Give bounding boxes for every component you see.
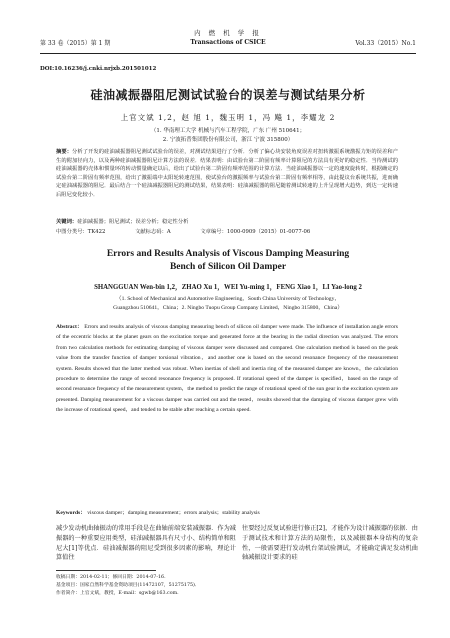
keywords-cn-label: 关键词： [56, 219, 78, 225]
footnote-author: 作者简介：上官文斌，教授，E-mail：sgwb@163.com. [56, 591, 179, 597]
affiliation-en-2: Guangzhou 510641，China；2. Ningbo Tuopu Group Company Limited，Ningbo 315800，China） [113, 305, 343, 311]
header-volume-cn: 第 33 卷（2015）第 1 期 [40, 40, 111, 47]
keywords-cn-text: 硅油减振器；阻尼测试；误差分析；稳定性分析 [77, 219, 189, 225]
footnote-received: 收稿日期：2014-02-11；修回日期：2014-07-16. [56, 575, 166, 580]
classification-cn [56, 227, 398, 235]
abstract-cn-label: 摘要： [56, 149, 73, 155]
affiliation-cn-1: （1. 华南理工大学 机械与汽车工程学院，广东 广州 510641； [150, 128, 306, 134]
clc-number: 中图分类号：TK422 [56, 229, 106, 235]
authors-cn: 上官文斌 1,2，赵 旭 1，魏玉明 1，冯 飚 1，李耀龙 2 [120, 113, 336, 122]
abstract-cn-text: 分析了开发的硅油减振器阻尼测试试验台的误差，对测试结果进行了分析．分析了偏心块安装角度误差对扭转激振系统激振力矩的误差和产生的附加径向力，以及两种硅油减振器阻尼计算方法的误差．结果表明：由试验台第二阶固有频率计算阻尼的方法具有更好的稳定性．当待测试的硅油减振器的壳体和惯量环的转动惯量确定以后，给出了试验台第二阶固有频率范围的计算方法．当硅油减振器以一定的速度旋转时，根据确定的试验台第二阶固有频率范围，给出了激振端中太阳轮转速范围，使试验台的激振频率与试验台第二阶固有频率相等，由此提议台系统共振，进而确定硅油减振器的阻尼．最后结合一个硅油减振器阻尼的测试结果，结果表明：硅油减振器的阻尼随着测试转速的上升呈现增大趋势，到达一定转速后阻尼变化较小． [56, 149, 398, 198]
affiliations-cn [40, 127, 416, 145]
authors-en: SHANGGUAN Wen-bin 1,2，ZHAO Xu 1，WEI Yu-ming 1，FENG Xiao 1，LI Yao-long 2 [94, 284, 362, 291]
article-number: 文章编号：1000-0909（2015）01-0077-06 [200, 229, 311, 235]
document-code: 文献标志码：A [135, 229, 171, 235]
abstract-en [56, 322, 398, 416]
footnote-rule [56, 570, 156, 571]
abstract-cn [56, 148, 398, 200]
keywords-en-text: viscous damper；damping measurement；errors analysis；stability analysis [87, 510, 260, 516]
title-en-line-1: Errors and Results Analysis of Viscous Damping Measuring [106, 249, 350, 259]
affiliations-en [40, 295, 416, 313]
affiliation-en-1: （1. School of Mechanical and Automotive Engineering，South China University of Technology， [116, 296, 340, 302]
footnotes [56, 574, 416, 599]
footnote-fund: 基金项目：国家自然科学基金资助项目(11472107，51275175)． [56, 583, 200, 589]
header-journal-en: Transactions of CSICE [190, 39, 266, 46]
body-column-left: 减少发动机曲轴振动的常用手段是在曲轴前端安装减振器．作为减振器的一种重要应用类型，硅油减振器具有尺寸小、结构简单和阻尼大[1]等优点．硅油减振器的阻尼受到很多因素的影响，理论计算值往 [56, 525, 236, 562]
running-header [40, 26, 416, 52]
affiliation-cn-2: 2. 宁波拓普集团股份有限公司，浙江 宁波 315800） [162, 137, 294, 143]
title-en-line-2: Bench of Silicon Oil Damper [169, 261, 287, 272]
header-journal-cn: 内 燃 机 学 报 [194, 29, 262, 37]
keywords-cn [56, 218, 398, 227]
title-cn: 硅油减振器阻尼测试试验台的误差与测试结果分析 [90, 88, 366, 102]
abstract-en-label: Abstract： [56, 324, 83, 330]
body-column-right: 往要经过反复试验进行修正[2]，才能作为设计减振器的依据．由于测试技术和计算方法的局限性，以及减振器本身结构的复杂性，一般需要进行发动机台架试验测试，才能确定满足发动机曲轴减振设计要求的硅 [242, 525, 418, 562]
abstract-en-text: Errors and results analysis of viscous damping measuring bench of silicon oil damper were made. The influence of installation angle errors of the eccentric blocks at the planet gears on the excitation torque and generated force at the bearing in the radial direction was analyzed. The errors from two calculation methods for estimating damping of viscous damper were discussed and compared. One calculation method is based on the peak value from the transfer function of damper torsional vibration，and another one is based on the second resonance frequency of the measurement system. Results showed that the latter method was robust. When inertias of shell and inertia ring of the measured damper are known，the calculation procedure to determine the range of second resonance frequency is proposed. If rotational speed of the damper is specified，based on the range of second resonance frequency of the measurement system，the method to predict the range of rotational speed of the sun gear in the excitation system are presented. Damping measurement for a viscous damper was carried out and the tested，results showed that the damping of viscous damper grew with the increase of rotational speed，and tended to be stable after reaching a certain speed. [56, 324, 398, 414]
keywords-en [56, 508, 398, 516]
keywords-en-label: Keywords： [56, 510, 86, 516]
title-en [40, 248, 416, 273]
doi: DOI:10.16236/j.cnki.nrjxb.201501012 [40, 66, 157, 72]
header-volume-en: Vol.33（2015）No.1 [355, 40, 416, 47]
header-rule [40, 53, 416, 54]
